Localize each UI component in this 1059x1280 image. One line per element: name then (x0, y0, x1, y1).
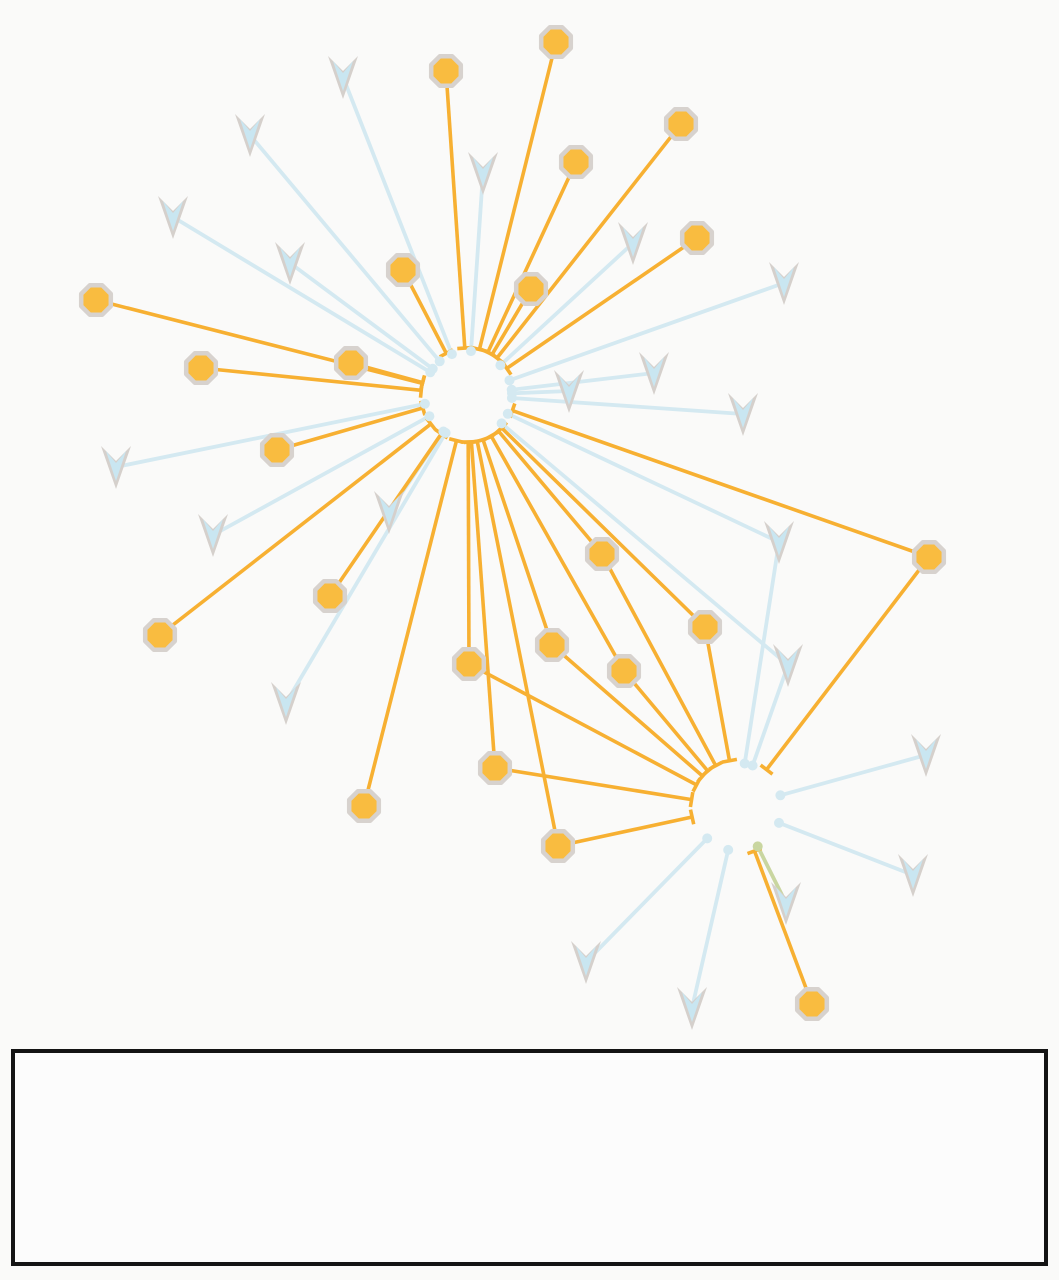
drug-node-Canertinib (609, 656, 639, 686)
antibody-node-HPA001200 (158, 196, 188, 239)
drug-node-Neratinib (454, 649, 484, 679)
edge-antibody-target-CAB000043-to-ERBB2 (692, 850, 728, 1008)
drug-node-Vandetanib (388, 255, 418, 285)
antibody-node-Zeptosens-1_85 (328, 56, 358, 99)
edge-drug-target-N-_4-_3-BR...-to-EGFR (446, 71, 465, 348)
drug-node-Afatinib (914, 542, 944, 572)
antibody-node-Zeptosens-3_48 (764, 521, 794, 564)
dot-terminator-icon-Zeptosens-1_85-to-EGFR (447, 349, 457, 359)
drug-node-Erlotinib (336, 348, 366, 378)
drug-node-Gefitinib (186, 353, 216, 383)
dot-terminator-icon-Zeptosens-1_70-to-ERBB2 (748, 761, 758, 771)
edge-antibody-target-HPA001200-to-EGFR (173, 217, 430, 372)
tee-terminator-icon-Trastuzumab-to-ERBB2 (690, 792, 692, 807)
drug-node-Dovitinib (561, 147, 591, 177)
drug-node-Cetuximab (516, 274, 546, 304)
drug-node-BIBW2992 (543, 831, 573, 861)
drug-node-Flavopiridol (666, 109, 696, 139)
tee-terminator-icon-Lidocaine-to-EGFR (449, 439, 464, 443)
edge-antibody-target-RPPA-HER2-to-ERBB2 (780, 755, 926, 795)
antibody-node-RPPA-HER2_pY1248 (898, 854, 928, 897)
antibody-node-Zeptosens-1_64 (468, 152, 498, 195)
edge-antibody-target-Zeptosens-2_16-to-EGFR (512, 398, 743, 414)
edge-terminators-layer (420, 346, 786, 855)
antibody-node-RPPA-EGFR_pY1173 (271, 682, 301, 725)
dot-terminator-icon-Zeptosens-1_31-to-EGFR (495, 360, 505, 370)
edge-antibody-target-Zeptosens-1_64-to-EGFR (471, 173, 483, 351)
antibody-node-RPPA-EGFR_pY992 (235, 114, 265, 157)
drug-node-Lidocaine (349, 791, 379, 821)
dot-terminator-icon-RPPA-EGFR_pY1068-to-EGFR (428, 364, 438, 374)
drug-node-Saracatinib (81, 285, 111, 315)
tee-terminator-icon-BIBW2992-to-ERBB2 (691, 810, 694, 825)
edge-drug-target-Varlitinib-to-ERBB2 (705, 627, 730, 761)
antibody-node-RPPA-EGFR_pY1068 (275, 242, 305, 285)
dot-terminator-icon-Zeptosens-3_48-to-EGFR (503, 409, 513, 419)
drug-node-S-_3-_4-A... (145, 620, 175, 650)
antibody-node-Zeptosens-1_70 (773, 644, 803, 687)
dot-terminator-icon-Zeptosens-1_64-to-EGFR (466, 346, 476, 356)
antibody-node-RPPA-EGFR (769, 262, 799, 305)
edge-antibody-target-HPA001383-to-ERBB2 (586, 838, 707, 962)
tee-terminator-icon-Erlotinib-to-EGFR (421, 375, 425, 389)
edge-drug-target-Trastuzumab-to-EGFR (471, 442, 495, 768)
antibody-node-Zeptosens-5_33 (198, 514, 228, 557)
antibody-node-HPA001383 (571, 941, 601, 984)
edge-drug-target-Mubritinib-to-ERBB2 (755, 851, 813, 1004)
antibody-node-RPPA-HER2 (911, 734, 941, 777)
antibody-node-Zeptosens-1_31 (618, 222, 648, 265)
edge-antibody-target-RPPA-HER2_pY1248-to-ERBB2 (779, 823, 913, 875)
dot-terminator-icon-Zeptosens-1_70-to-EGFR (497, 418, 507, 428)
drug-node-Varlitinib (690, 612, 720, 642)
dot-terminator-icon-RPPA-EGFR_pY1173-to-EGFR (441, 428, 451, 438)
drug-node-Panitumumab (315, 581, 345, 611)
edge-drug-target-Pelitinib-to-EGFR (479, 42, 556, 349)
edge-drug-target-Trastuzumab-to-ERBB2 (495, 768, 692, 800)
edge-antibody-target-HPA018530-to-EGFR (512, 373, 654, 390)
dot-terminator-icon-RPPA-EGFR_pY992-to-EGFR (435, 356, 445, 366)
drug-node-Pelitinib (541, 27, 571, 57)
dot-terminator-icon-RPPA-HER2_pY1248-to-ERBB2 (774, 818, 784, 828)
edge-drug-target-BIBW2992-to-ERBB2 (558, 817, 692, 846)
dot-terminator-icon-RPPA-HER2-to-ERBB2 (775, 790, 785, 800)
edge-drug-target-Neratinib-to-EGFR (468, 442, 469, 664)
dot-terminator-icon-Zeptosens-2_16-to-EGFR (507, 393, 517, 403)
antibody-node-CAB000035 (101, 446, 131, 489)
dot-terminator-icon-CAB020416-to-ERBB2 (753, 841, 763, 851)
dot-terminator-icon-CAB000035-to-EGFR (420, 399, 430, 409)
dot-terminator-icon-HPA001383-to-ERBB2 (702, 833, 712, 843)
drug-node-Lapatinib (587, 539, 617, 569)
drug-node-Mubritinib (797, 989, 827, 1019)
dot-terminator-icon-CAB000043-to-ERBB2 (723, 845, 733, 855)
edge-antibody-target-Zeptosens-4_49-to-EGFR (512, 391, 569, 393)
drug-node-Trastuzumab (480, 753, 510, 783)
drug-node-Pertuzumab (537, 630, 567, 660)
dot-terminator-icon-RPPA-EGFR-to-EGFR (505, 375, 515, 385)
antibody-node-CAB000043 (677, 987, 707, 1030)
drug-node-N-_4-_3-BR... (431, 56, 461, 86)
antibody-edges-layer (116, 77, 926, 1008)
dot-terminator-icon-Zeptosens-5_33-to-EGFR (424, 411, 434, 421)
drug-node-Zalutumumab (262, 435, 292, 465)
edge-antibody-target-Zeptosens-3_48-to-EGFR (508, 414, 779, 542)
tee-terminator-icon-Varlitinib-to-ERBB2 (722, 759, 737, 762)
edge-drug-target-Pertuzumab-to-EGFR (483, 440, 552, 645)
drug-node-Necitumumab (682, 223, 712, 253)
